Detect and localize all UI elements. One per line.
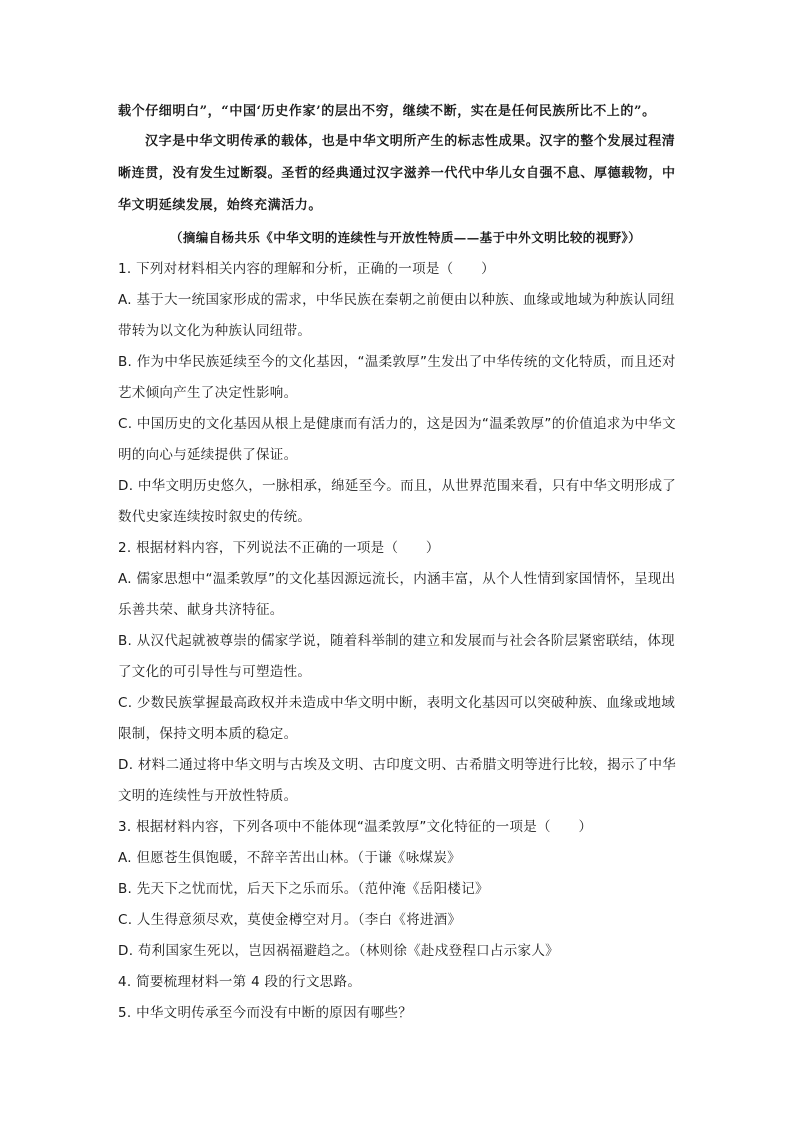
question <box>118 998 678 1029</box>
option-a: A. 儒家思想中“温柔敦厚”的文化基因源远流长，内涵丰富，从个人性情到家国情怀，呈现出乐善共荣、献身共济特征。 <box>118 571 676 618</box>
question <box>118 812 678 967</box>
passage-paragraph: 载个仔细明白”，“中国‘历史作家’的层出不穷，继续不断，实在是任何民族所比不上的”。 <box>118 104 656 119</box>
option-b: B. 先天下之忧而忧，后天下之乐而乐。（范仲淹《岳阳楼记》 <box>118 881 489 897</box>
question-stem: 4. 简要梳理材料一第 4 段的行文思路。 <box>118 974 362 990</box>
passage-paragraph: 汉字是中华文明传承的载体，也是中华文明所产生的标志性成果。汉字的整个发展过程清晰连贯，没有发生过断裂。圣哲的经典通过汉字滋养一代代中华儿女自强不息、厚德载物，中华文明延续发展，始终充满活力。 <box>118 134 676 213</box>
option-d: D. 苟利国家生死以，岂因祸福避趋之。（林则徐《赴戍登程口占示家人》 <box>118 943 559 959</box>
option-a: A. 基于大一统国家形成的需求，中华民族在秦朝之前便由以种族、血缘或地域为种族认同纽带转为以文化为种族认同纽带。 <box>118 292 675 339</box>
option-c: C. 中国历史的文化基因从根上是健康而有活力的，这是因为“温柔敦厚”的价值追求为中华文明的向心与延续提供了保证。 <box>118 416 676 463</box>
question-stem: 5. 中华文明传承至今而没有中断的原因有哪些？ <box>118 1005 413 1021</box>
question-list <box>118 254 678 1029</box>
option-d: D. 材料二通过将中华文明与古埃及文明、古印度文明、古希腊文明等进行比较，揭示了中华文明的连续性与开放性特质。 <box>118 757 677 804</box>
option-b: B. 作为中华民族延续至今的文化基因，“温柔敦厚”生发出了中华传统的文化特质，而且还对艺术倾向产生了决定性影响。 <box>118 354 676 401</box>
question-stem: 3. 根据材料内容，下列各项中不能体现“温柔敦厚”文化特征的一项是（ ） <box>118 819 593 835</box>
passage-source: （摘编自杨共乐《中华文明的连续性与开放性特质——基于中外文明比较的视野》） <box>170 230 642 245</box>
option-a: A. 但愿苍生俱饱暖，不辞辛苦出山林。（于谦《咏煤炭》 <box>118 850 461 866</box>
option-d: D. 中华文明历史悠久，一脉相承，绵延至今。而且，从世界范围来看，只有中华文明形成了数代史家连续按时叙史的传统。 <box>118 478 677 525</box>
option-c: C. 少数民族掌握最高政权并未造成中华文明中断，表明文化基因可以突破种族、血缘或地域限制，保持文明本质的稳定。 <box>118 695 676 742</box>
question-stem: 2. 根据材料内容，下列说法不正确的一项是（ ） <box>118 540 440 556</box>
question <box>118 254 678 533</box>
option-b: B. 从汉代起就被尊崇的儒家学说，随着科举制的建立和发展而与社会各阶层紧密联结，体现了文化的可引导性与可塑造性。 <box>118 633 675 680</box>
question <box>118 533 678 812</box>
question <box>118 967 678 998</box>
option-c: C. 人生得意须尽欢，莫使金樽空对月。（李白《将进酒》 <box>118 912 462 928</box>
question-stem: 1. 下列对材料相关内容的理解和分析，正确的一项是（ ） <box>118 261 495 277</box>
